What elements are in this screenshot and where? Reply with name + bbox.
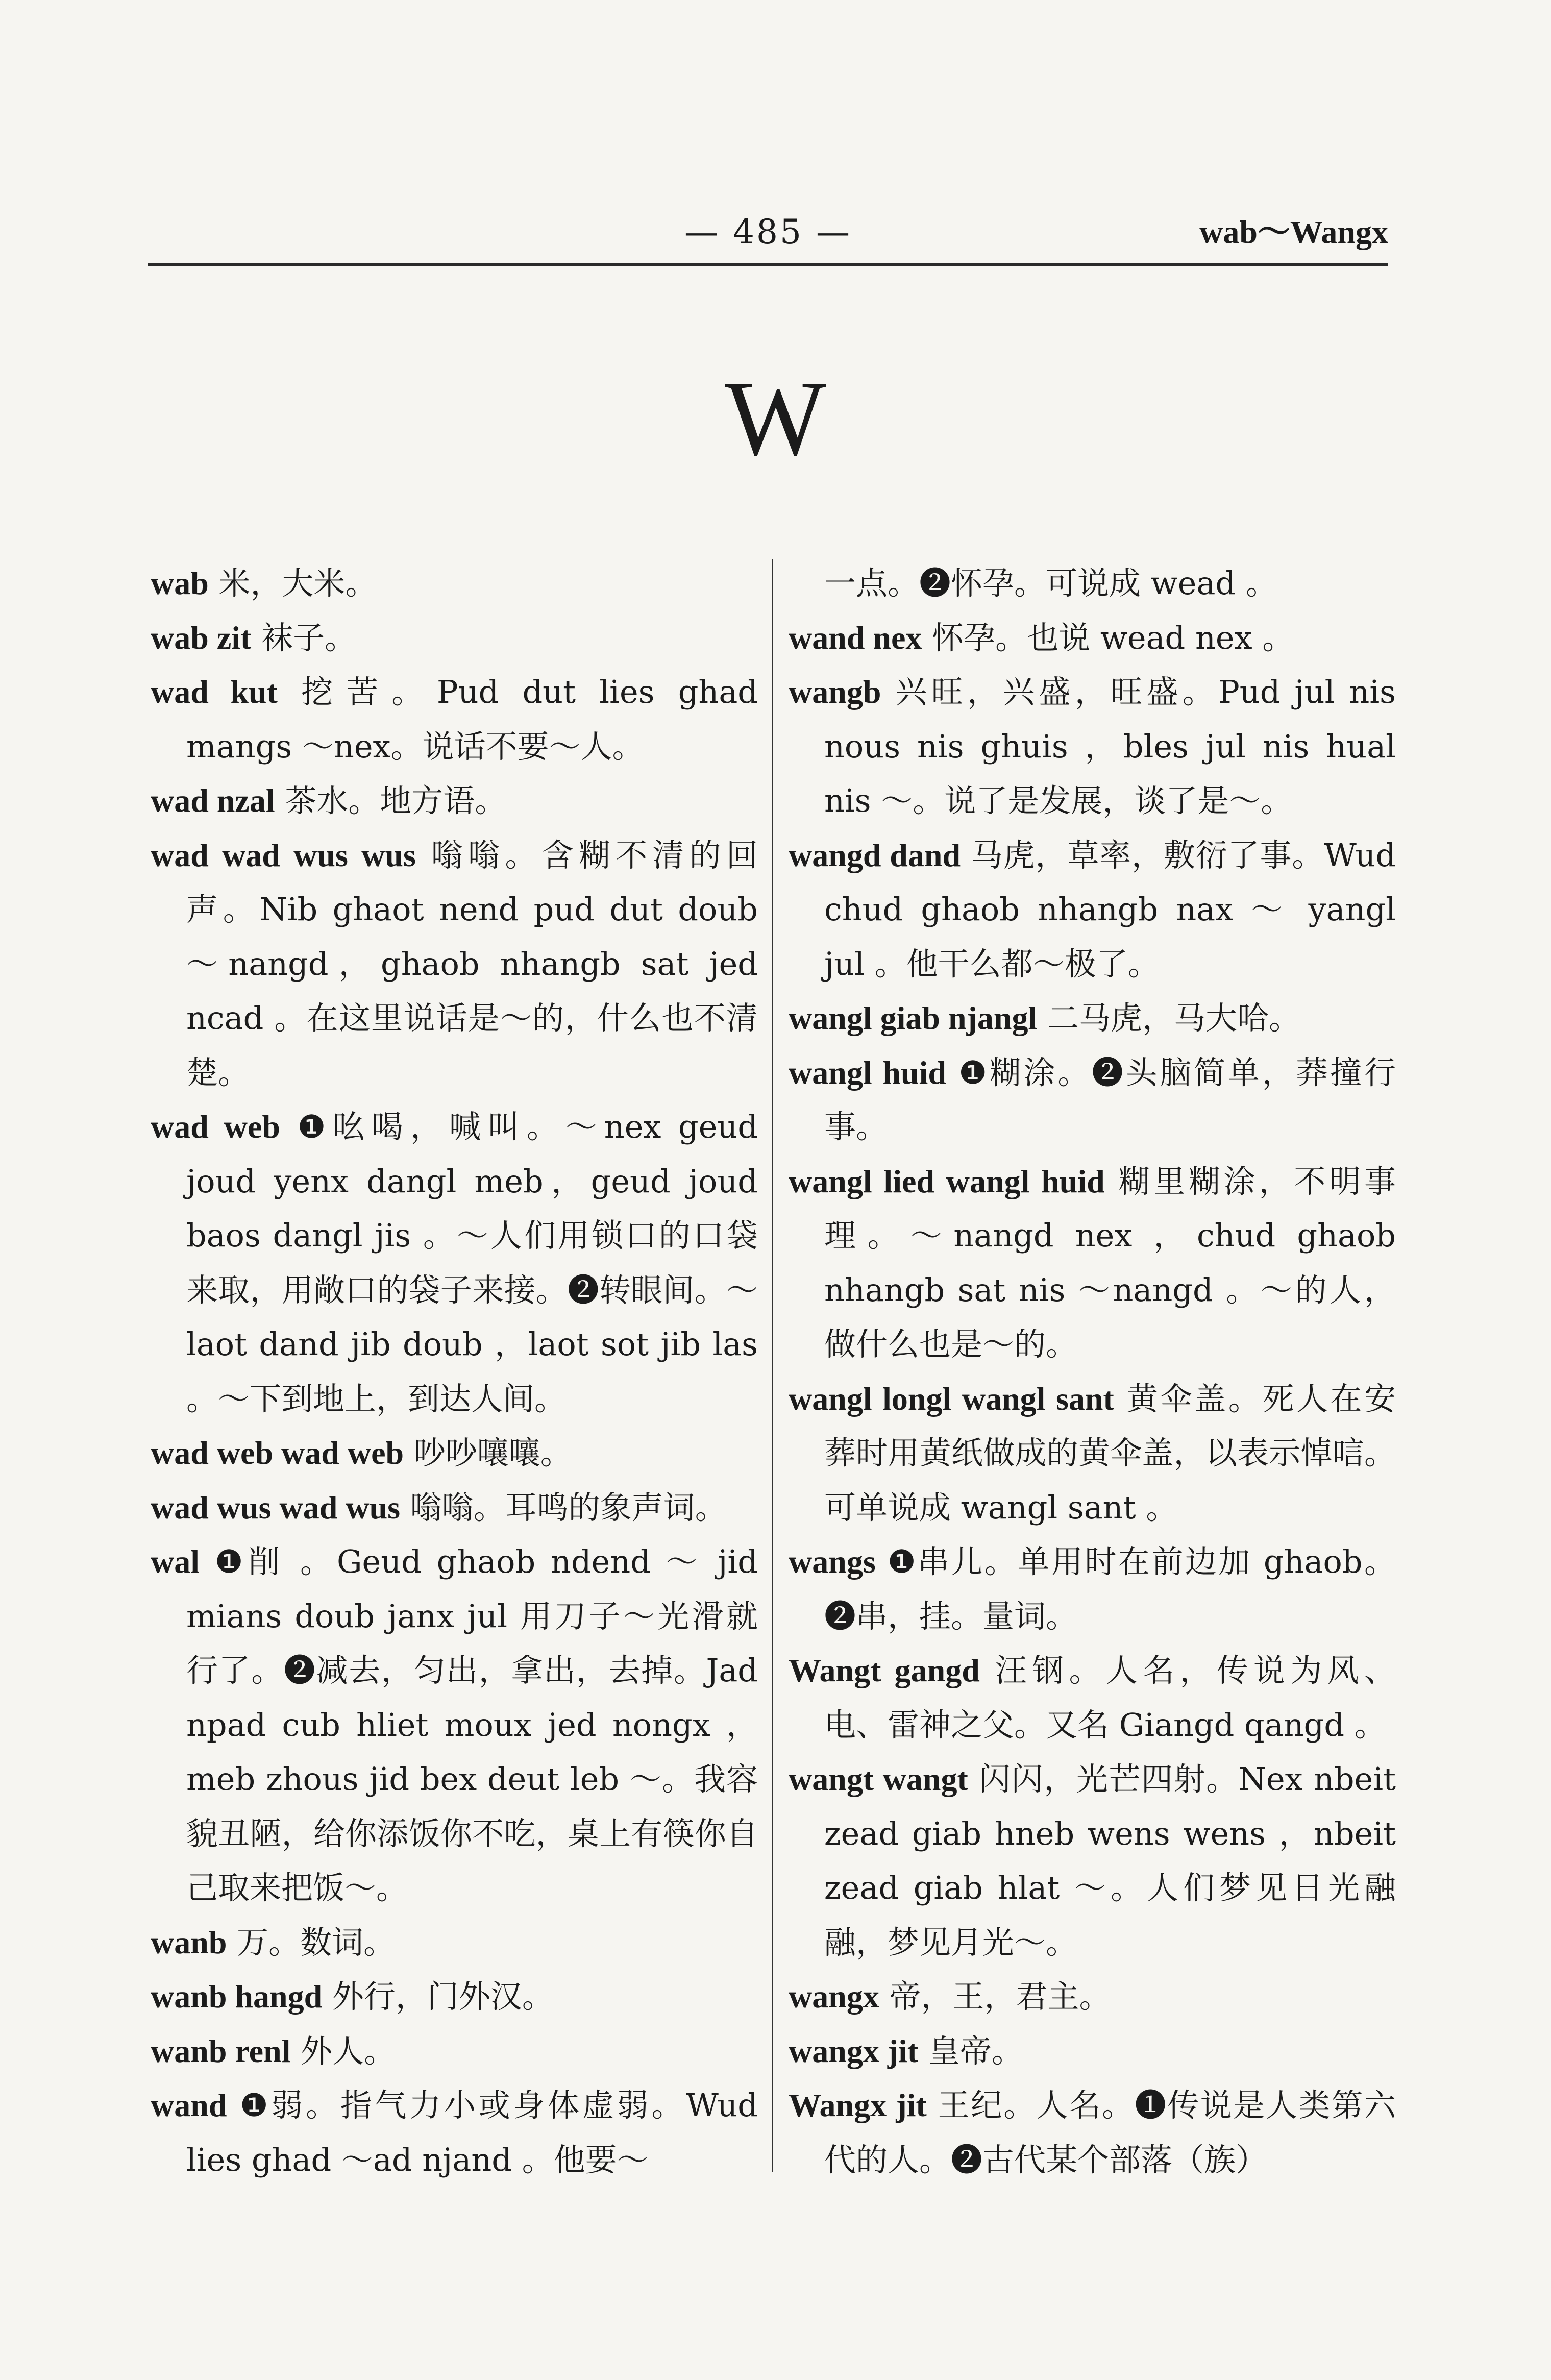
entry-headword: wangl huid	[789, 1054, 946, 1091]
entry-headword: wad kut	[151, 674, 278, 710]
entry-headword: Wangt gangd	[789, 1652, 980, 1688]
entry-headword: wangx	[789, 1978, 879, 2015]
dictionary-entry	[151, 1916, 758, 1970]
entry-definition: 怀孕。也说 wead nex 。	[922, 619, 1294, 656]
entry-headword: wand nex	[789, 619, 922, 656]
dictionary-entry	[789, 1970, 1396, 2024]
entry-headword: wangl giab njangl	[789, 1000, 1038, 1036]
column-divider	[772, 559, 773, 2172]
entry-headword: wab zit	[151, 619, 252, 656]
header-rule	[148, 263, 1388, 266]
dictionary-entry	[151, 828, 758, 1100]
entry-definition: 吵吵嚷嚷。	[404, 1434, 572, 1471]
entry-definition: 挖苦。Pud dut lies ghad mangs ～nex。说话不要～人。	[186, 673, 758, 765]
entry-headword: wangl lied wangl huid	[789, 1163, 1105, 1199]
section-letter: W	[725, 359, 826, 478]
entry-headword: wangl longl wangl sant	[789, 1380, 1114, 1417]
dictionary-entry	[789, 611, 1396, 666]
entry-definition: 糊里糊涂，不明事理。～nangd nex ，chud ghaob nhangb sat nis ～nangd 。～的人，做什么也是～的。	[824, 1162, 1396, 1363]
entry-headword: wab	[151, 565, 209, 601]
right-column	[789, 556, 1396, 2187]
dictionary-entry	[151, 611, 758, 666]
entry-headword: Wangx jit	[789, 2087, 927, 2123]
entry-definition: ❶削 。Geud ghaob ndend ～ jid mians doub janx jul 用刀子～光滑就行了。❷减去，匀出，拿出，去掉。Jad npad cub hliet moux jed nongx ，meb zhous jid bex deut leb ～。我容貌丑陋，给你添饭你不吃，桌上有筷你自己取来把饭～。	[186, 1543, 758, 1906]
entry-headword: wanb	[151, 1924, 227, 1960]
dictionary-entry	[789, 1155, 1396, 1372]
entry-definition: 闪闪，光芒四射。Nex nbeit zead giab hneb wens wens ，nbeit zead giab hlat ～。人们梦见日光融融，梦见月光～。	[824, 1760, 1396, 1961]
dictionary-entry	[789, 665, 1396, 828]
dictionary-entry	[789, 2078, 1396, 2187]
entry-headword: wangs	[789, 1543, 876, 1580]
dictionary-entry	[151, 1100, 758, 1426]
entry-headword: wad web	[151, 1109, 280, 1145]
dictionary-entry	[151, 1970, 758, 2024]
entry-definition: 皇帝。	[918, 2032, 1023, 2070]
entry-definition: ❶弱。指气力小或身体虚弱。Wud lies ghad ～ad njand 。他要～	[186, 2087, 758, 2178]
page-number: — 485 —	[684, 212, 852, 252]
entry-definition: 马虎，草率，敷衍了事。Wud chud ghaob nhangb nax ～ yangl jul 。他干么都～极了。	[824, 836, 1396, 983]
entry-headword: wanb hangd	[151, 1978, 323, 2015]
dictionary-entry	[151, 1426, 758, 1481]
dictionary-entry	[151, 556, 758, 611]
continuation-text: 一点。❷怀孕。可说成 wead 。	[824, 565, 1277, 602]
entry-definition: ❶吆喝，喊叫。～nex geud joud yenx dangl meb，geud joud baos dangl jis 。～人们用锁口的口袋来取，用敞口的袋子来接。❷转眼间。～laot dand jib doub ，laot sot jib las 。～下到地上，到达人间。	[186, 1108, 758, 1417]
entry-definition: 嗡嗡。耳鸣的象声词。	[400, 1488, 727, 1526]
entry-definition: 外行，门外汉。	[322, 1978, 554, 2015]
entry-headword: wanb renl	[151, 2032, 291, 2069]
dictionary-entry	[789, 828, 1396, 992]
entry-definition: 外人。	[290, 2032, 396, 2070]
entry-definition: ❶串儿。单用时在前边加 ghaob。❷串，挂。量词。	[824, 1543, 1396, 1635]
entry-definition: 汪钢。人名，传说为风、电、雷神之父。又名 Giangd qangd 。	[824, 1652, 1396, 1744]
entry-headword: wangd dand	[789, 837, 961, 873]
entry-definition: 袜子。	[251, 619, 357, 656]
entry-definition: 嗡嗡。含糊不清的回声。Nib ghaot nend pud dut doub ～nangd，ghaob nhangb sat jed ncad 。在这里说话是～的，什么也不清楚。	[186, 836, 758, 1091]
left-column	[151, 556, 758, 2187]
entry-headword: wand	[151, 2087, 227, 2123]
dictionary-entry	[789, 1643, 1396, 1752]
entry-headword: wad web wad web	[151, 1435, 404, 1471]
running-head: wab～Wangx	[1199, 214, 1388, 250]
dictionary-entry	[151, 2024, 758, 2079]
entry-definition: 黄伞盖。死人在安葬时用黄纸做成的黄伞盖，以表示悼唁。可单说成 wangl sant 。	[824, 1380, 1396, 1526]
entry-headword: wangb	[789, 674, 881, 710]
entry-headword: wangt wangt	[789, 1761, 968, 1797]
entry-headword: wangx jit	[789, 2032, 919, 2069]
dictionary-entry	[151, 2078, 758, 2187]
dictionary-entry	[151, 1535, 758, 1916]
dictionary-entry	[789, 1372, 1396, 1535]
entry-headword: wad wus wad wus	[151, 1489, 401, 1526]
dictionary-entry	[789, 2024, 1396, 2079]
dictionary-entry	[151, 1481, 758, 1535]
entry-definition: 茶水。地方语。	[275, 782, 507, 819]
entry-definition: 万。数词。	[227, 1923, 396, 1961]
entry-definition: 帝，王，君主。	[879, 1978, 1111, 2015]
entry-definition: 王纪。人名。❶传说是人类第六代的人。❷古代某个部落（族）	[824, 2087, 1396, 2178]
entry-definition: 兴旺，兴盛，旺盛。Pud jul nis nous nis ghuis ，bles jul nis hual nis ～。说了是发展，谈了是～。	[824, 673, 1396, 819]
entry-headword: wal	[151, 1543, 200, 1580]
dictionary-entry	[789, 991, 1396, 1046]
dictionary-entry	[789, 1046, 1396, 1155]
entry-headword: wad wad wus wus	[151, 837, 416, 873]
entry-definition: 二马虎，马大哈。	[1037, 999, 1300, 1037]
entry-headword: wad nzal	[151, 782, 275, 819]
entry-definition: ❶糊涂。❷头脑简单，莽撞行事。	[824, 1053, 1396, 1145]
dictionary-entry	[151, 774, 758, 828]
page-header	[148, 209, 1388, 265]
dictionary-entry	[789, 1535, 1396, 1643]
dictionary-entry	[151, 665, 758, 774]
entry-definition: 米，大米。	[208, 565, 377, 602]
dictionary-entry	[789, 1752, 1396, 1970]
